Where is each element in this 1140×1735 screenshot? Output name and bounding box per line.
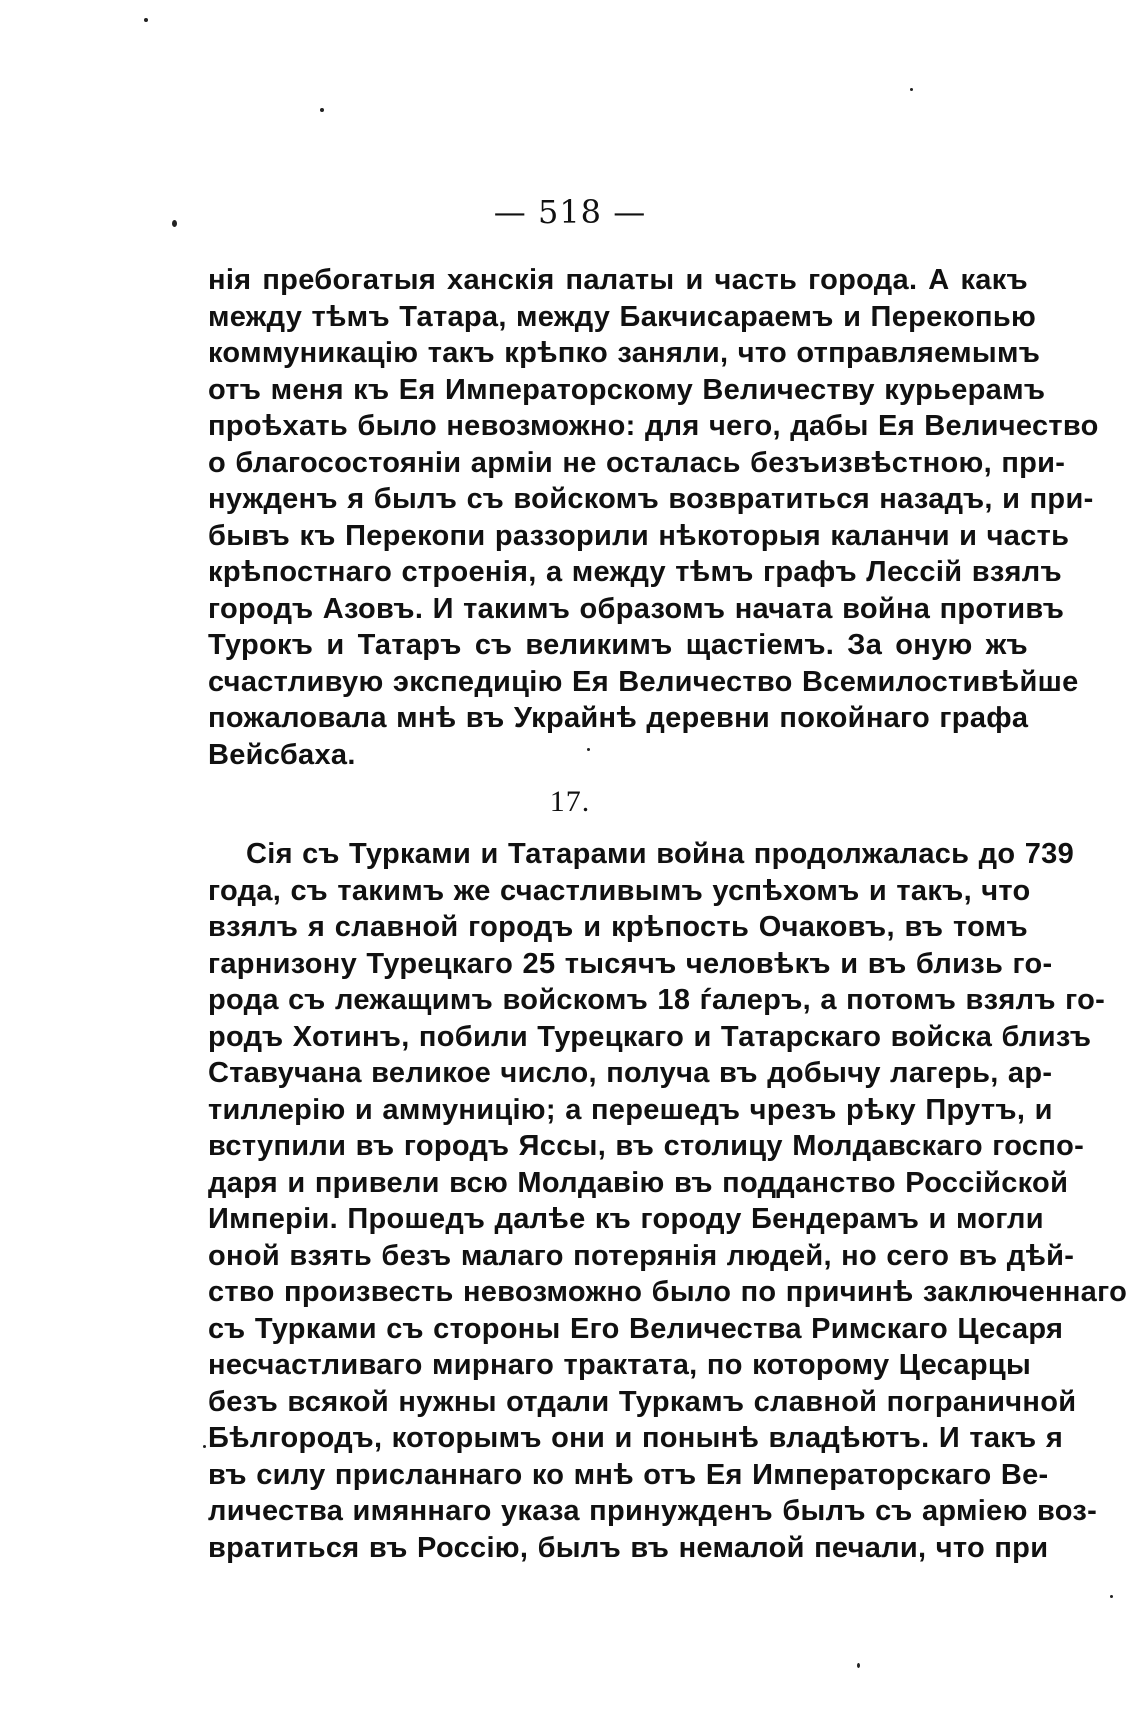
text-line: городъ Азовъ. И такимъ образомъ начата война противъ — [208, 592, 1065, 625]
text-line: Имперіи. Прошедъ далѣе къ городу Бендерамъ и могли — [208, 1203, 1044, 1235]
text-line: о благосостояніи арміи не осталась безъизвѣстною, при- — [208, 446, 1066, 479]
text-line: рода съ лежащимъ войскомъ 18 ѓалеръ, а потомъ взялъ го- — [208, 984, 1106, 1016]
text-line: Вейсбаха. — [208, 738, 356, 771]
paragraph-2 — [208, 836, 1128, 1566]
scan-speck — [144, 18, 148, 22]
scan-speck — [1110, 1595, 1113, 1598]
text-line: Бѣлгородъ, которымъ они и понынѣ владѣютъ. И такъ я — [208, 1422, 1064, 1454]
text-line: личества имяннаго указа принужденъ былъ съ арміею воз- — [208, 1495, 1098, 1527]
page-number: — 518 — — [493, 193, 647, 231]
scan-speck — [203, 1445, 206, 1448]
text-line: бывъ къ Перекопи раззорили нѣкоторыя каланчи и часть — [208, 519, 1070, 552]
text-line: несчастливаго мирнаго трактата, по которому Цесарцы — [208, 1349, 1032, 1381]
text-line: даря и привели всю Молдавію въ подданство Россійской — [208, 1166, 1069, 1199]
text-line: проѣхать было невозможно: для чего, дабы Ея Величество — [208, 410, 1099, 442]
text-line: въ силу присланнаго ко мнѣ отъ Ея Императорскаго Ве- — [208, 1458, 1049, 1491]
paragraph-1 — [208, 262, 1099, 773]
text-line: вратиться въ Россію, былъ въ немалой печали, что при — [208, 1531, 1049, 1564]
scan-speck — [857, 1663, 860, 1668]
text-line: пожаловала мнѣ въ Украйнѣ деревни покойнаго графа — [208, 702, 1029, 734]
scan-speck — [910, 88, 913, 91]
text-line: между тѣмъ Татара, между Бакчисараемъ и Перекопью — [208, 300, 1037, 333]
text-line: тиллерію и аммуницію; а перешедъ чрезъ рѣку Прутъ, и — [208, 1093, 1053, 1126]
text-line: нужденъ я былъ съ войскомъ возвратиться назадъ, и при- — [208, 483, 1094, 515]
text-line: Ставучана великое число, получа въ добычу лагерь, ар- — [208, 1057, 1053, 1089]
text-line: съ Турками съ стороны Его Величества Римскаго Цесаря — [208, 1312, 1064, 1345]
scan-speck — [320, 108, 324, 112]
text-line: счастливую экспедицію Ея Величество Всемилостивѣйше — [208, 665, 1079, 698]
text-line: отъ меня къ Ея Императорскому Величеству курьерамъ — [208, 373, 1046, 406]
text-line: нія пребогатыя ханскія палаты и часть города. А какъ — [208, 264, 1028, 296]
text-line: оной взять безъ малаго потерянія людей, но сего въ дѣй- — [208, 1239, 1075, 1272]
text-line: крѣпостнаго строенія, а между тѣмъ графъ Лессій взялъ — [208, 556, 1062, 588]
text-line: года, съ такимъ же счастливымъ успѣхомъ и такъ, что — [208, 874, 1031, 907]
text-line: коммуникацію такъ крѣпко заняли, что отправляемымъ — [208, 337, 1041, 369]
text-line: ство произвесть невозможно было по причинѣ заключеннаго — [208, 1276, 1128, 1308]
text-line: гарнизону Турецкаго 25 тысячъ человѣкъ и въ близь го- — [208, 947, 1053, 980]
section-number: 17. — [549, 785, 591, 818]
text-line: взялъ я славной городъ и крѣпость Очаковъ, въ томъ — [208, 911, 1028, 943]
text-line: вступили въ городъ Яссы, въ столицу Молдавскаго госпо- — [208, 1130, 1085, 1162]
text-line: Сія съ Турками и Татарами война продолжалась до 739 — [246, 838, 1075, 870]
text-line: безъ всякой нужны отдали Туркамъ славной пограничной — [208, 1385, 1077, 1418]
text-line: родъ Хотинъ, побили Турецкаго и Татарскаго войска близъ — [208, 1020, 1092, 1053]
text-line: Турокъ и Татаръ съ великимъ щастіемъ. За оную жъ — [208, 629, 1028, 661]
